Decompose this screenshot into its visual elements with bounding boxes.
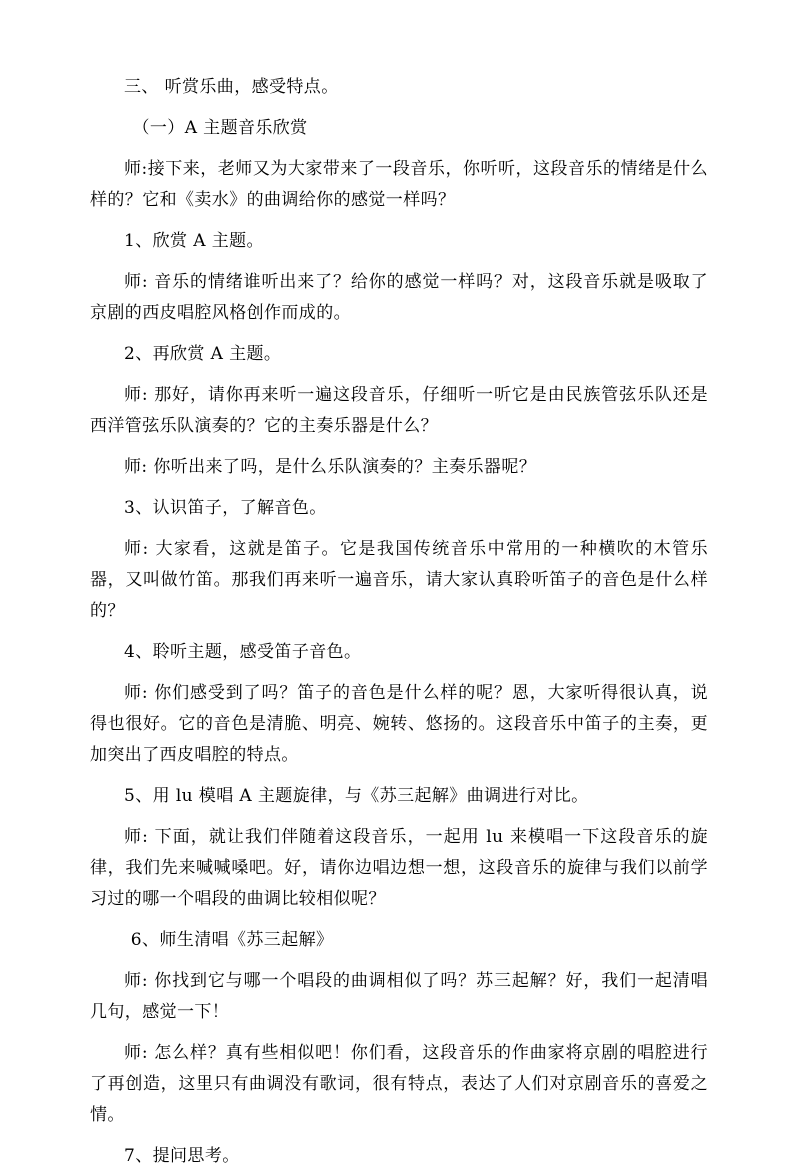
section-heading: 三、 听赏乐曲，感受特点。: [124, 77, 339, 97]
paragraph: 师:接下来，老师又为大家带来了一段音乐，你听听，这段音乐的情绪是什么样的？它和《卖水》的曲调给你的感觉一样吗？: [90, 159, 708, 210]
paragraph: 师: 那好，请你再来听一遍这段音乐，仔细听一听它是由民族管弦乐队还是西洋管弦乐队演奏的？它的主奏乐器是什么？: [90, 385, 708, 436]
step-heading: 7、提问思考。: [124, 1146, 240, 1166]
subsection-heading: （一）A 主题音乐欣赏: [132, 118, 308, 138]
step-heading: 5、用 lu 模唱 A 主题旋律，与《苏三起解》曲调进行对比。: [124, 786, 589, 806]
step-heading: 1、欣赏 A 主题。: [124, 231, 264, 251]
step-heading: 6、师生清唱《苏三起解》: [130, 930, 334, 950]
step-heading: 4、聆听主题，感受笛子音色。: [124, 642, 362, 662]
paragraph: 师: 怎么样？真有些相似吧！你们看，这段音乐的作曲家将京剧的唱腔进行了再创造，这里只有曲调没有歌词，很有特点，表达了人们对京剧音乐的喜爱之情。: [90, 1043, 708, 1125]
step-heading: 2、再欣赏 A 主题。: [124, 344, 282, 364]
paragraph: 师: 下面，就让我们伴随着这段音乐，一起用 lu 来模唱一下这段音乐的旋律，我们先来喊喊嗓吧。好，请你边唱边想一想，这段音乐的旋律与我们以前学习过的哪一个唱段的曲调比较相似呢？: [90, 827, 708, 909]
paragraph: 师: 你找到它与哪一个唱段的曲调相似了吗？苏三起解？好，我们一起清唱几句，感觉一下！: [90, 971, 708, 1022]
step-heading: 3、认识笛子，了解音色。: [124, 498, 327, 518]
paragraph: 师: 你们感受到了吗？笛子的音色是什么样的呢？恩，大家听得很认真，说得也很好。它的音色是清脆、明亮、婉转、悠扬的。这段音乐中笛子的主奏，更加突出了西皮唱腔的特点。: [90, 683, 708, 765]
paragraph: 师: 音乐的情绪谁听出来了？给你的感觉一样吗？对，这段音乐就是吸取了京剧的西皮唱腔风格创作而成的。: [90, 272, 708, 323]
paragraph: 师: 你听出来了吗，是什么乐队演奏的？主奏乐器呢？: [124, 457, 537, 477]
paragraph: 师: 大家看，这就是笛子。它是我国传统音乐中常用的一种横吹的木管乐器，又叫做竹笛。那我们再来听一遍音乐，请大家认真聆听笛子的音色是什么样的？: [90, 539, 708, 621]
